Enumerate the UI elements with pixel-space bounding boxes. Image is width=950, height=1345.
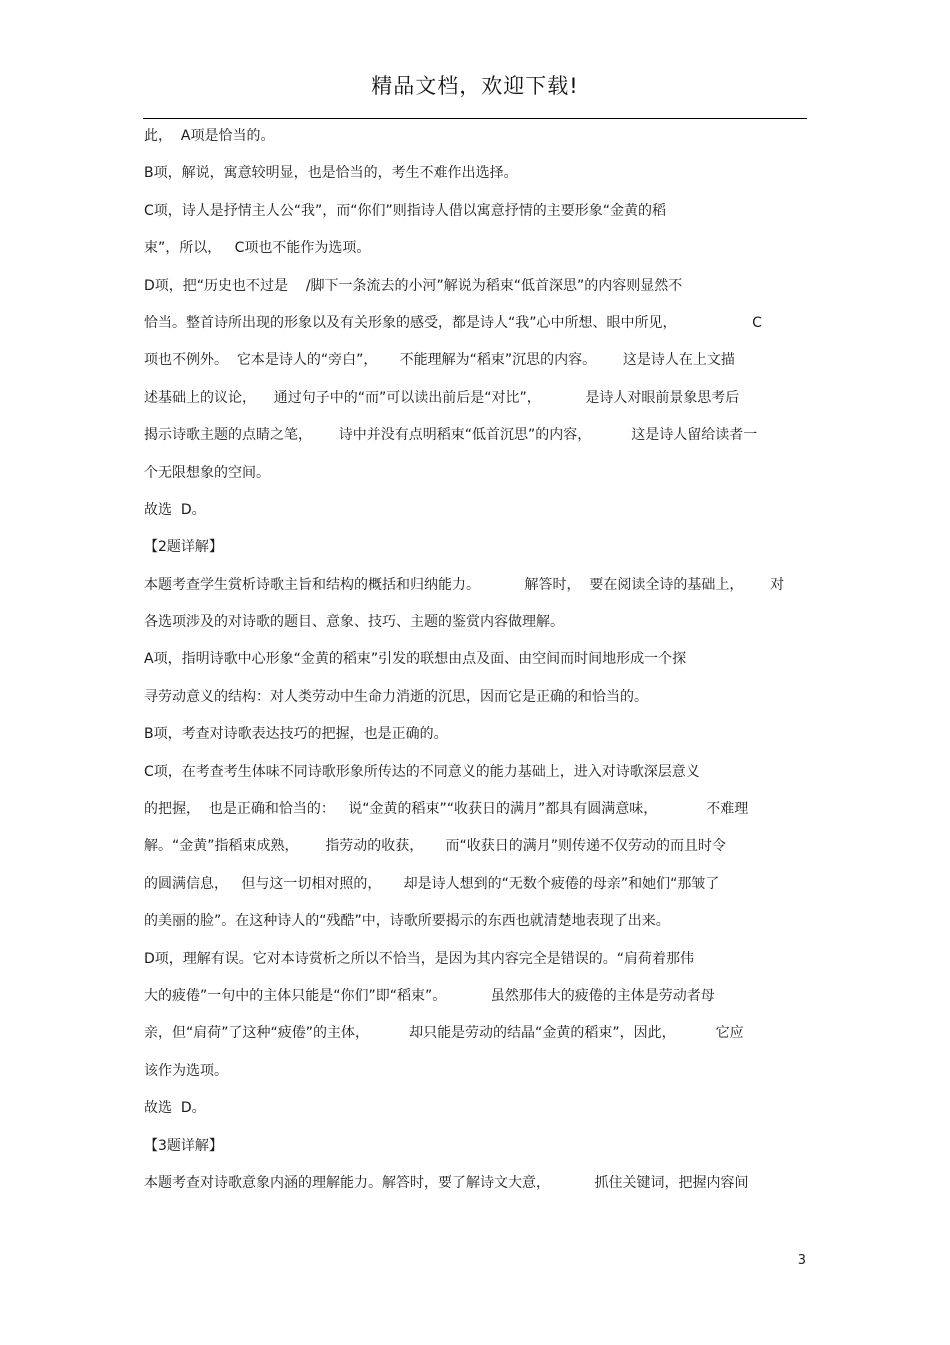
text-line: D项，把“历史也不过是 /脚下一条流去的小河”解说为稻束“低首深思”的内容则显然不: [144, 277, 683, 294]
text-line: 的美丽的脸”。在这种诗人的“残酷”中，诗歌所要揭示的东西也就清楚地表现了出来。: [144, 913, 670, 930]
page-number: 3: [797, 1253, 806, 1268]
text-line: 的圆满信息， 但与这一切相对照的， 却是诗人想到的“无数个疲倦的母亲”和她们“那皱了: [144, 875, 720, 892]
text-line: 个无限想象的空间。: [144, 464, 270, 481]
text-line: B项，解说，寓意较明显，也是恰当的，考生不难作出选择。: [144, 165, 518, 182]
text-line: 揭示诗歌主题的点睛之笔， 诗中并没有点明稻束“低首沉思”的内容， 这是诗人留给读者一: [144, 427, 758, 444]
text-line: 项也不例外。 它本是诗人的“旁白”， 不能理解为“稻束”沉思的内容。 这是诗人在上文描: [144, 352, 735, 369]
section-heading: 【3题详解】: [144, 1137, 223, 1154]
text-line: 恰当。整首诗所出现的形象以及有关形象的感受，都是诗人“我”心中所想、眼中所见， C: [144, 314, 762, 331]
text-line: 该作为选项。: [144, 1062, 228, 1079]
text-line: C项，在考查考生体味不同诗歌形象所传达的不同意义的能力基础上，进入对诗歌深层意义: [144, 763, 700, 780]
document-body: [144, 118, 807, 1202]
text-line: B项，考查对诗歌表达技巧的把握，也是正确的。: [144, 726, 448, 743]
text-line: 寻劳动意义的结构：对人类劳动中生命力消逝的沉思，因而它是正确的和恰当的。: [144, 688, 648, 705]
document-header-title: 精品文档，欢迎下载!: [371, 74, 579, 98]
text-line: 解。“金黄”指稻束成熟， 指劳动的收获， 而“收获日的满月”则传递不仅劳动的而且时令: [144, 838, 726, 855]
section-heading: 【2题详解】: [144, 539, 223, 556]
text-line: 此， A项是恰当的。: [144, 128, 275, 144]
answer-line: 故选 D。: [144, 1100, 206, 1117]
text-line: C项，诗人是抒情主人公“我”，而“你们”则指诗人借以寓意抒情的主要形象“金黄的稻: [144, 202, 667, 219]
text-line: 述基础上的议论， 通过句子中的“而”可以读出前后是“对比”， 是诗人对眼前景象思考后: [144, 389, 740, 406]
text-line: 大的疲倦”一句中的主体只能是“你们”即“稻束”。 虽然那伟大的疲倦的主体是劳动者母: [144, 987, 715, 1004]
answer-line: 故选 D。: [144, 501, 206, 518]
text-line: D项，理解有误。它对本诗赏析之所以不恰当，是因为其内容完全是错误的。“肩荷着那伟: [144, 950, 695, 967]
text-line: 本题考查对诗歌意象内涵的理解能力。解答时，要了解诗文大意， 抓住关键词，把握内容间: [144, 1174, 749, 1191]
text-line: 的把握， 也是正确和恰当的： 说“金黄的稻束”“收获日的满月”都具有圆满意味， 不难理: [144, 801, 749, 818]
text-line: 束”，所以， C项也不能作为选项。: [144, 240, 371, 257]
text-line: A项，指明诗歌中心形象“金黄的稻束”引发的联想由点及面、由空间而时间地形成一个探: [144, 651, 687, 668]
text-line: 亲，但“肩荷”了这种“疲倦”的主体， 却只能是劳动的结晶“金黄的稻束”，因此， 它应: [144, 1025, 744, 1042]
text-line: 各选项涉及的对诗歌的题目、意象、技巧、主题的鉴赏内容做理解。: [144, 614, 564, 631]
text-line: 本题考查学生赏析诗歌主旨和结构的概括和归纳能力。 解答时， 要在阅读全诗的基础上， 对: [144, 576, 785, 593]
